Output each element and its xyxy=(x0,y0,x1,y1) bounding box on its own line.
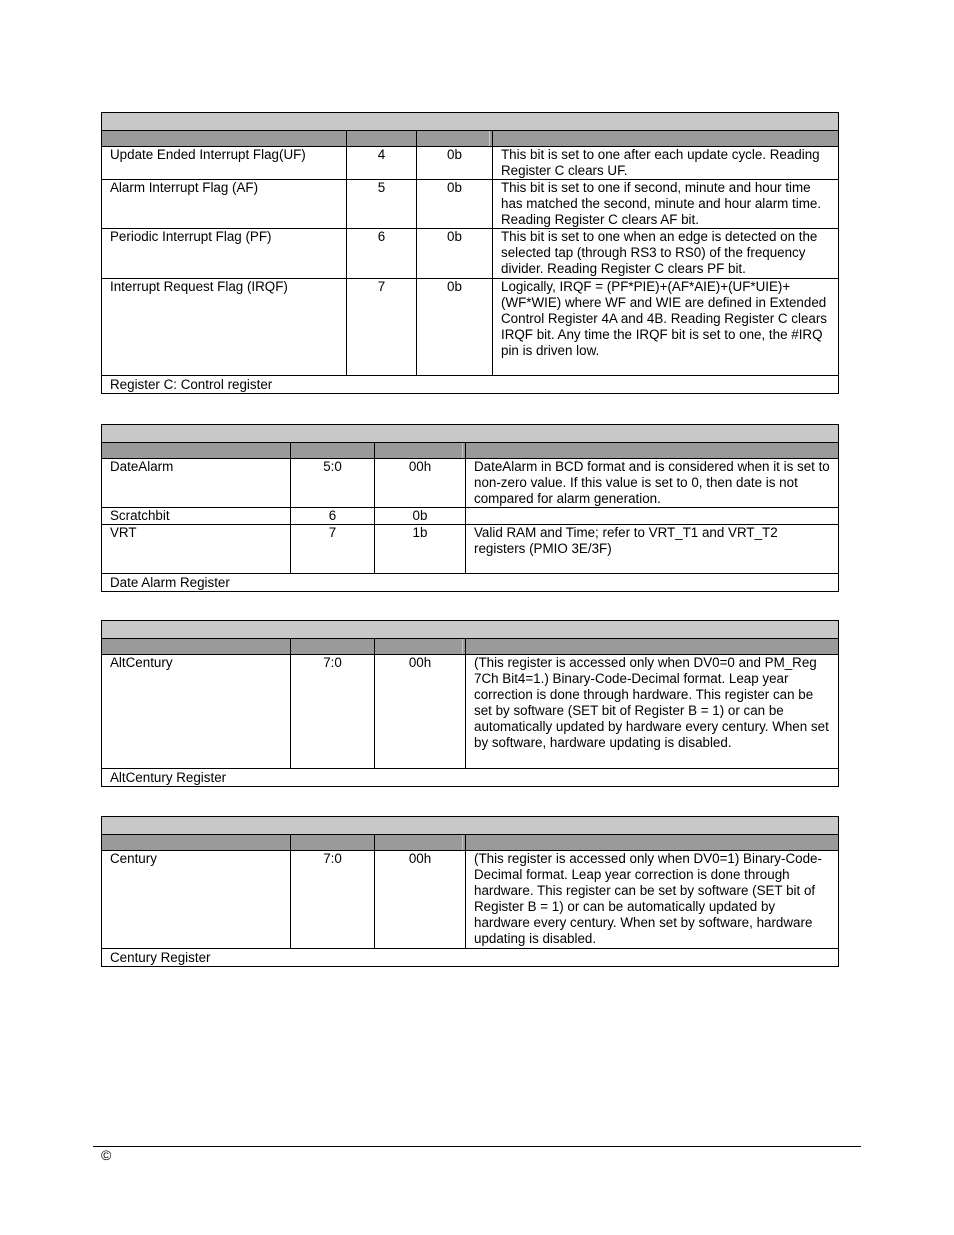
table-row xyxy=(102,851,839,949)
table-caption: Century Register xyxy=(102,949,839,967)
table-header-row xyxy=(102,639,839,655)
description-cell: (This register is accessed only when DV0=1) Binary-Code-Decimal format. Leap year correction is done through hardware. This register can be set by software (SET bit of Register B = 1) or can be automatically updated by hardware every century. When set by software, hardware updating is disabled. xyxy=(466,851,839,949)
table-title-bar xyxy=(102,621,839,639)
field-name: DateAlarm xyxy=(102,459,291,508)
description-cell: This bit is set to one if second, minute and hour time has matched the second, minute and hour alarm time. Reading Register C clears AF bit. xyxy=(493,180,839,229)
field-name: Scratchbit xyxy=(102,508,291,525)
description-cell: DateAlarm in BCD format and is considered when it is set to non-zero value. If this value is set to 0, then date is not compared for alarm generation. xyxy=(466,459,839,508)
altcentury-table xyxy=(101,620,839,787)
description-cell: Valid RAM and Time; refer to VRT_T1 and VRT_T2 registers (PMIO 3E/3F) xyxy=(466,525,839,574)
date-alarm-table xyxy=(101,424,839,592)
field-name: Alarm Interrupt Flag (AF) xyxy=(102,180,347,229)
table-header-row xyxy=(102,443,839,459)
table-caption-row xyxy=(102,376,839,394)
field-name: Interrupt Request Flag (IRQF) xyxy=(102,279,347,376)
description-cell xyxy=(466,508,839,525)
description-cell: This bit is set to one after each update cycle. Reading Register C clears UF. xyxy=(493,147,839,180)
bits-cell: 5:0 xyxy=(291,459,375,508)
field-name: Century xyxy=(102,851,291,949)
default-cell: 00h xyxy=(375,851,466,949)
default-cell: 0b xyxy=(417,229,493,279)
description-cell: (This register is accessed only when DV0=0 and PM_Reg 7Ch Bit4=1.) Binary-Code-Decimal format. Leap year correction is done through hardware. This register can be set by software (SET bit of Register B = 1) or can be automatically updated by hardware every century. When set by software, hardware updating is disabled. xyxy=(466,655,839,769)
default-cell: 0b xyxy=(417,279,493,376)
field-name: AltCentury xyxy=(102,655,291,769)
field-name: Periodic Interrupt Flag (PF) xyxy=(102,229,347,279)
table-caption: Date Alarm Register xyxy=(102,574,839,592)
bits-cell: 6 xyxy=(347,229,417,279)
copyright-symbol: © xyxy=(101,1147,112,1163)
default-cell: 0b xyxy=(417,147,493,180)
table-header-row xyxy=(102,835,839,851)
description-cell: This bit is set to one when an edge is detected on the selected tap (through RS3 to RS0) of the frequency divider. Reading Register C clears PF bit. xyxy=(493,229,839,279)
table-row xyxy=(102,508,839,525)
bits-cell: 4 xyxy=(347,147,417,180)
bits-cell: 6 xyxy=(291,508,375,525)
table-row xyxy=(102,279,839,376)
default-cell: 0b xyxy=(375,508,466,525)
default-cell: 1b xyxy=(375,525,466,574)
bits-cell: 5 xyxy=(347,180,417,229)
footer-divider xyxy=(93,1146,861,1147)
table-row xyxy=(102,180,839,229)
field-name: Update Ended Interrupt Flag(UF) xyxy=(102,147,347,180)
table-row xyxy=(102,459,839,508)
table-row xyxy=(102,655,839,769)
table-caption: Register C: Control register xyxy=(102,376,839,394)
default-cell: 00h xyxy=(375,655,466,769)
table-title-bar xyxy=(102,425,839,443)
table-caption-row xyxy=(102,769,839,787)
bits-cell: 7 xyxy=(347,279,417,376)
table-header-row xyxy=(102,131,839,147)
bits-cell: 7:0 xyxy=(291,655,375,769)
description-cell: Logically, IRQF = (PF*PIE)+(AF*AIE)+(UF*UIE)+(WF*WIE) where WF and WIE are defined in Extended Control Register 4A and 4B. Reading Register C clears IRQF bit. Any time the IRQF bit is set to one, the #IRQ pin is driven low. xyxy=(493,279,839,376)
table-title-bar xyxy=(102,113,839,131)
table-title-bar xyxy=(102,817,839,835)
field-name: VRT xyxy=(102,525,291,574)
table-row xyxy=(102,229,839,279)
table-caption-row xyxy=(102,949,839,967)
table-row xyxy=(102,525,839,574)
bits-cell: 7 xyxy=(291,525,375,574)
century-table xyxy=(101,816,839,967)
register-c-table xyxy=(101,112,839,394)
bits-cell: 7:0 xyxy=(291,851,375,949)
table-row xyxy=(102,147,839,180)
default-cell: 0b xyxy=(417,180,493,229)
table-caption-row xyxy=(102,574,839,592)
table-caption: AltCentury Register xyxy=(102,769,839,787)
default-cell: 00h xyxy=(375,459,466,508)
